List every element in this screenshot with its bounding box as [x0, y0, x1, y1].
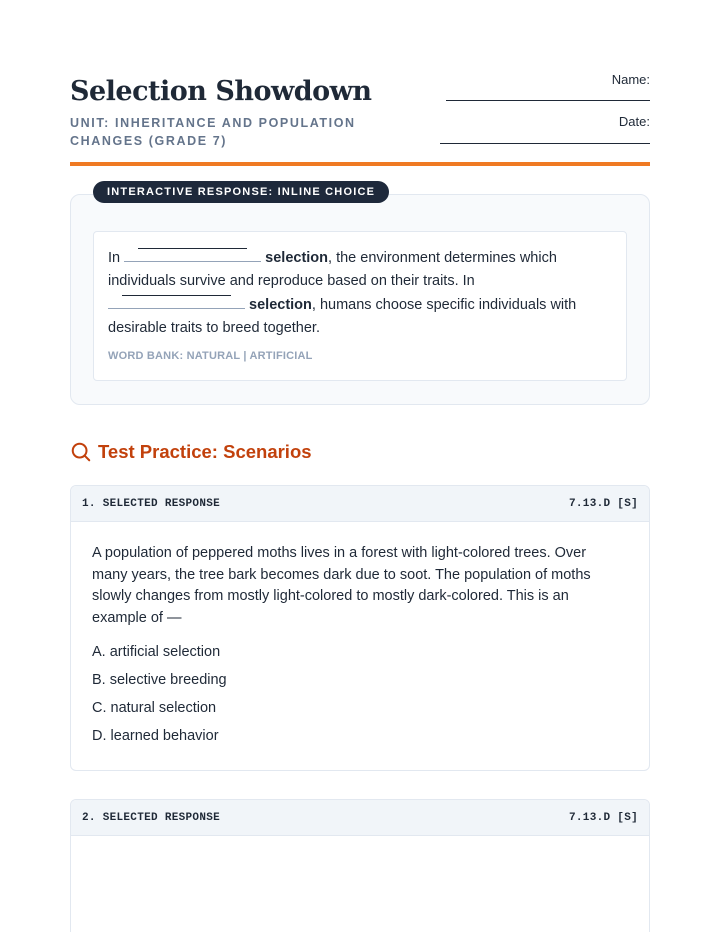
sentence-part: In	[108, 250, 121, 266]
section-heading-text: Test Practice: Scenarios	[98, 441, 312, 462]
sentence-part: , the environment determines which individuals survive and reproduce based on their traits. In	[108, 250, 557, 289]
question-body	[71, 522, 649, 746]
question-label: 2. SELECTED RESPONSE	[82, 811, 221, 824]
unit-subtitle: UNIT: INHERITANCE AND POPULATION CHANGES (GRADE 7)	[70, 116, 356, 148]
answer-option-d[interactable]: D. learned behavior	[92, 728, 219, 744]
question-stem: A population of peppered moths lives in a forest with light-colored trees. Over many years, the tree bark becomes dark due to soot. The population of moths slowly changes from mostly light-colored to mostly dark-colored. This is an example of —	[92, 545, 591, 626]
inline-choice-blank-2[interactable]	[108, 293, 245, 309]
inline-choice-blank-1[interactable]	[124, 246, 261, 262]
date-field[interactable]	[440, 143, 650, 144]
question-header	[71, 800, 649, 836]
answer-option-a[interactable]: A. artificial selection	[92, 644, 221, 660]
bold-term: selection	[265, 250, 329, 266]
inline-choice-panel	[93, 231, 627, 381]
answer-options	[92, 642, 628, 746]
inline-choice-text	[108, 246, 608, 340]
bold-term: selection	[249, 297, 312, 313]
question-header	[71, 486, 649, 522]
name-field[interactable]	[446, 100, 650, 101]
question-card-1	[70, 485, 650, 771]
section-heading	[70, 440, 312, 464]
interactive-response-badge: INTERACTIVE RESPONSE: INLINE CHOICE	[93, 181, 389, 203]
question-card-2	[70, 799, 650, 932]
standard-code: 7.13.D [S]	[568, 811, 638, 824]
answer-option-c[interactable]: C. natural selection	[92, 700, 217, 716]
question-label: 1. SELECTED RESPONSE	[82, 497, 221, 510]
page-title: Selection Showdown	[70, 76, 372, 107]
sentence-part: , humans choose specific individuals with desirable traits to breed together.	[108, 297, 577, 336]
date-label: Date:	[618, 114, 650, 129]
answer-option-b[interactable]: B. selective breeding	[92, 672, 227, 688]
name-label: Name:	[611, 72, 650, 87]
standard-code: 7.13.D [S]	[568, 497, 638, 510]
search-icon	[70, 441, 92, 463]
word-bank: WORD BANK: NATURAL | ARTIFICIAL	[108, 350, 313, 362]
worksheet-header	[70, 70, 650, 166]
